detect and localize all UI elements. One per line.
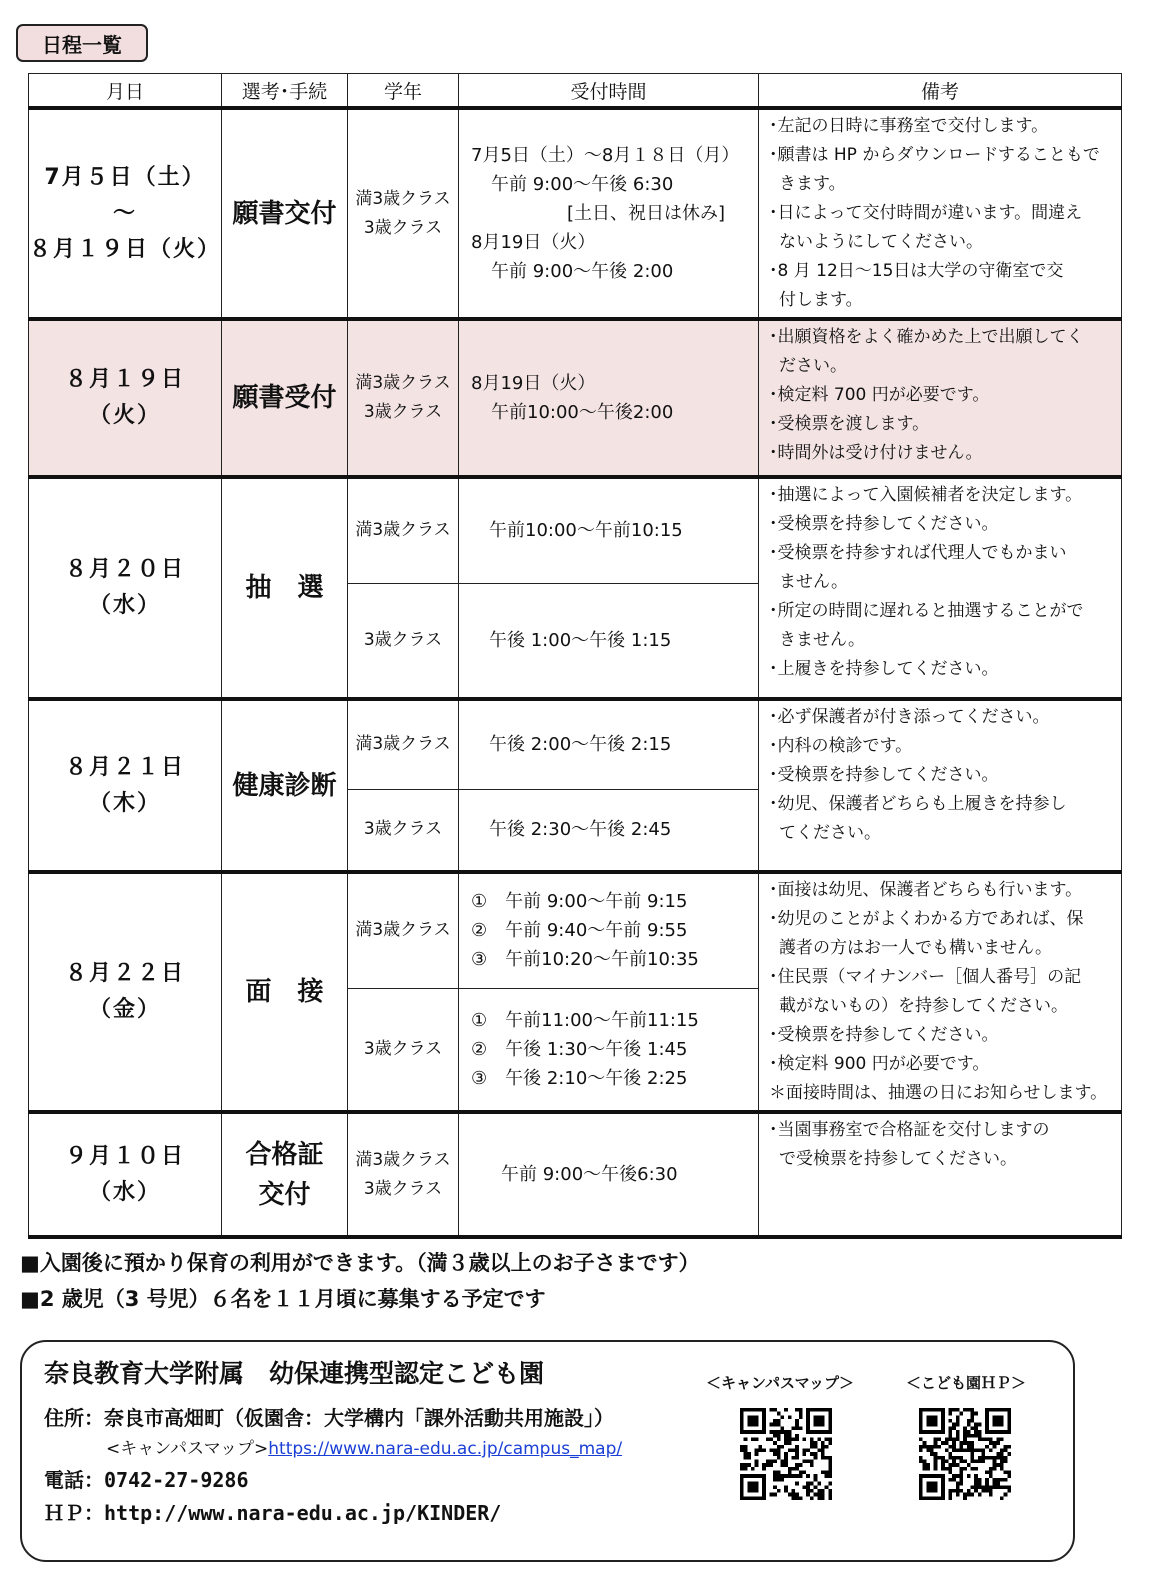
text-line: ８月２２日 [64, 961, 185, 986]
address: 住所：奈良市高畑町（仮園舎：大学構内「課外活動共用施設」） [44, 1406, 614, 1430]
date-cell [29, 108, 222, 319]
date-cell [29, 477, 222, 699]
text-line: ･必ず保護者が付き添ってください。 [769, 707, 1050, 727]
text-line: 健康診断 [232, 770, 337, 801]
text-line: 面 接 [245, 977, 324, 1007]
homepage-url[interactable]: ＨＰ：http://www.nara-edu.ac.jp/KINDER/ [44, 1501, 502, 1525]
text-line: 午前10:00～午前10:15 [489, 520, 683, 542]
text-line: ･所定の時間に遅れると抽選することがで [769, 601, 1084, 621]
text-line: 満3歳クラス [355, 188, 451, 209]
text-line: 午前 9:00～午後6:30 [501, 1164, 678, 1185]
footnote-childcare: ■入園後に預かり保育の利用ができます。（満３歳以上のお子さまです） [20, 1251, 700, 1275]
time-cell [459, 789, 759, 872]
text-line: （火） [88, 403, 161, 428]
grade-cell [348, 108, 459, 319]
text-line: ･左記の日時に事務室で交付します。 [769, 116, 1049, 136]
campus-map-link[interactable]: https://www.nara-edu.ac.jp/campus_map/ [268, 1439, 623, 1459]
text-line: で受検票を持参してください。 [779, 1149, 1017, 1169]
qr-label-homepage: ＜こども園ＨＰ＞ [906, 1374, 1027, 1392]
grade-cell [348, 319, 459, 477]
text-line: ＊面接時間は、抽選の日にお知らせします。 [769, 1083, 1108, 1103]
text-line: 願書交付 [232, 198, 337, 229]
notes-cell [759, 699, 1122, 872]
text-line: ･8 月 12日～15日は大学の守衛室で交 [769, 261, 1064, 281]
grade-cell: 満3歳クラス [348, 872, 459, 988]
text-line: ･時間外は受け付けません。 [769, 443, 983, 463]
schedule-table [28, 73, 1122, 1239]
time-cell [459, 699, 759, 789]
text-line: ③ 午前10:20～午前10:35 [471, 949, 699, 971]
text-line: ･上履きを持参してください。 [769, 659, 999, 679]
notes-cell [759, 477, 1122, 699]
date-cell [29, 699, 222, 872]
text-line: てください。 [779, 823, 881, 843]
time-cell [459, 1112, 759, 1237]
text-line: ･出願資格をよく確かめた上で出願してく [769, 327, 1084, 347]
grade-cell: 満3歳クラス [348, 699, 459, 789]
text-line: ･面接は幼児、保護者どちらも行います。 [769, 880, 1083, 900]
procedure-cell [222, 477, 348, 699]
qr-label-campus-map: ＜キャンパスマップ＞ [706, 1374, 855, 1392]
text-line: 午後 2:00～午後 2:15 [489, 734, 672, 756]
text-line: きません。 [779, 630, 866, 650]
text-line: ８月２１日 [64, 754, 185, 780]
campus-map-label: <キャンパスマップ> [106, 1439, 269, 1459]
procedure-cell [222, 108, 348, 319]
table-row [29, 319, 1122, 477]
text-line: ･受検票を渡します。 [769, 414, 930, 434]
text-line: ③ 午後 2:10～午後 2:25 [471, 1067, 688, 1089]
text-line: ８月２０日 [64, 557, 185, 582]
time-cell [459, 108, 759, 319]
text-line: ② 午前 9:40～午前 9:55 [471, 920, 688, 942]
text-line: （金） [88, 997, 161, 1022]
text-line: きます。 [779, 174, 846, 194]
procedure-cell [222, 319, 348, 477]
text-line: ～ [112, 200, 137, 226]
text-line: ･日によって交付時間が違います。間違え [769, 203, 1083, 223]
text-line: ･受検票を持参してください。 [769, 1025, 999, 1045]
text-line: 午前 9:00～午後 2:00 [491, 261, 674, 282]
text-line: ９月１０日 [64, 1143, 185, 1169]
time-cell [459, 583, 759, 699]
text-line: 載がないもの）を持参してください。 [779, 996, 1068, 1016]
text-line: 7月５日（土） [44, 164, 206, 190]
section-title: 日程一覧 [16, 24, 148, 62]
text-line: （木） [88, 790, 161, 816]
text-line: ① 午前 9:00～午前 9:15 [471, 891, 688, 913]
text-line: 抽 選 [245, 573, 324, 603]
text-line: 3歳クラス [363, 402, 443, 422]
date-cell [29, 1112, 222, 1237]
text-line: 護者の方はお一人でも構いません。 [779, 938, 1053, 958]
header-grade: 学年 [348, 74, 459, 109]
org-name: 奈良教育大学附属 幼保連携型認定こども園 [44, 1359, 545, 1388]
text-line: ･願書は HP からダウンロードすることもで [769, 145, 1100, 165]
text-line: ② 午後 1:30～午後 1:45 [471, 1038, 688, 1060]
header-notes: 備考 [759, 74, 1122, 109]
text-line: ･住民票（マイナンバー［個人番号］の記 [769, 967, 1082, 987]
table-row [29, 108, 1122, 319]
text-line: ･検定料 700 円が必要です。 [769, 385, 990, 405]
text-line: （水） [88, 593, 161, 618]
text-line: ８月１９日（火） [29, 236, 222, 262]
time-cell [459, 319, 759, 477]
text-line: ８月１９日 [64, 367, 185, 392]
table-row [29, 1112, 1122, 1237]
date-cell [29, 872, 222, 1112]
notes-cell [759, 1112, 1122, 1237]
text-line: 交付 [258, 1179, 311, 1210]
text-line: 午後 1:00～午後 1:15 [489, 629, 672, 651]
table-header-row [29, 74, 1122, 109]
text-line: ･受検票を持参すれば代理人でもかまい [769, 543, 1067, 563]
text-line: ･幼児、保護者どちらも上履きを持参し [769, 794, 1067, 814]
text-line: 付します。 [779, 290, 863, 310]
text-line: 3歳クラス [363, 217, 443, 238]
table-row [29, 699, 1122, 789]
text-line: （水） [88, 1179, 161, 1205]
text-line: ･抽選によって入園候補者を決定します。 [769, 485, 1083, 505]
grade-cell: 満3歳クラス [348, 477, 459, 583]
time-cell [459, 988, 759, 1112]
header-time: 受付時間 [459, 74, 759, 109]
homepage-qr-code[interactable] [919, 1408, 1011, 1500]
date-cell [29, 319, 222, 477]
text-line: ないようにしてください。 [779, 232, 983, 252]
text-line: ･受検票を持参してください。 [769, 765, 999, 785]
procedure-cell [222, 699, 348, 872]
text-line: 7月5日（土）～8月１８日（月） [471, 145, 740, 166]
header-date: 月日 [29, 74, 222, 109]
notes-cell [759, 872, 1122, 1112]
time-cell [459, 477, 759, 583]
grade-cell: 3歳クラス [348, 789, 459, 872]
text-line: ･幼児のことがよくわかる方であれば、保 [769, 909, 1084, 929]
phone-number: 電話：0742-27-9286 [44, 1468, 249, 1492]
grade-cell [348, 1112, 459, 1237]
text-line: 願書受付 [232, 383, 337, 413]
notes-cell [759, 108, 1122, 319]
text-line: 8月19日（火） [471, 373, 596, 394]
table-row [29, 872, 1122, 988]
text-line: 合格証 [245, 1139, 324, 1170]
text-line: [土日、祝日は休み] [567, 203, 726, 224]
text-line: ません。 [779, 572, 849, 592]
text-line: 午前 9:00～午後 6:30 [491, 174, 674, 195]
text-line: ･当園事務室で合格証を交付しますの [769, 1120, 1050, 1140]
text-line: 午前10:00～午後2:00 [491, 402, 674, 423]
time-cell [459, 872, 759, 988]
text-line: ･検定料 900 円が必要です。 [769, 1054, 990, 1074]
table-row [29, 477, 1122, 583]
text-line: 満3歳クラス [355, 373, 451, 393]
text-line: 満3歳クラス [355, 1149, 451, 1170]
text-line: 8月19日（火） [471, 232, 596, 253]
text-line: 3歳クラス [363, 1178, 443, 1199]
text-line: ･受検票を持参してください。 [769, 514, 999, 534]
text-line: ださい。 [779, 356, 847, 376]
notes-cell [759, 319, 1122, 477]
grade-cell: 3歳クラス [348, 988, 459, 1112]
grade-cell: 3歳クラス [348, 583, 459, 699]
text-line: ① 午前11:00～午前11:15 [471, 1009, 699, 1031]
footnote-recruit: ■2 歳児（3 号児）６名を１１月頃に募集する予定です [20, 1287, 546, 1311]
contact-info-box [20, 1340, 1075, 1562]
text-line: 午後 2:30～午後 2:45 [489, 819, 672, 841]
campus-map-row [106, 1434, 622, 1459]
procedure-cell [222, 1112, 348, 1237]
header-procedure: 選考･手続 [222, 74, 348, 109]
procedure-cell [222, 872, 348, 1112]
campus-map-qr-code[interactable] [740, 1408, 832, 1500]
text-line: ･内科の検診です。 [769, 736, 913, 756]
